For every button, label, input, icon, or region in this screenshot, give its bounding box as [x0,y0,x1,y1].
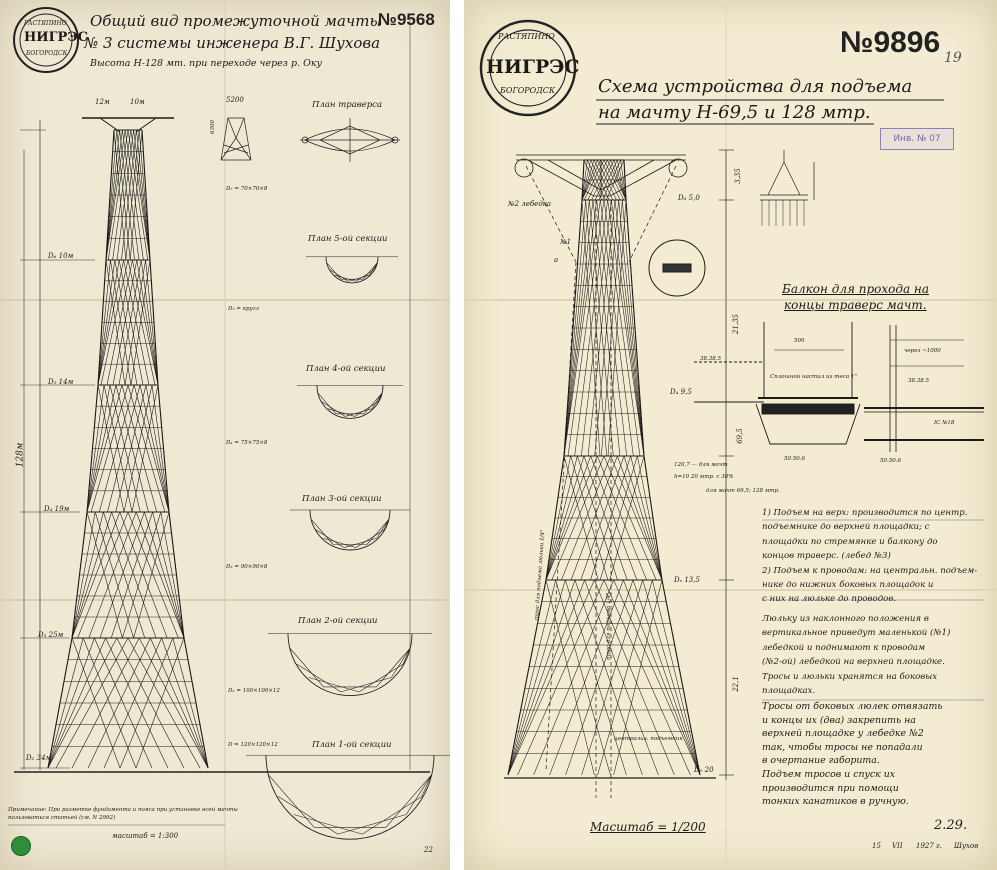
balcony-title-2: концы траверс мачт. [784,298,927,312]
right-stamp-line2: НИГРЭС [486,56,580,78]
note1-line: площадки по стремянке и балкону до [762,536,938,547]
dim-label-upper: 21,35 [732,313,741,335]
note1-line: нике до нижних боковых площадок и [762,580,934,591]
right-stamp-line3: БОГОРОДСК [500,86,556,95]
left-drawing-number: №9568 [378,10,435,29]
d-base-label: D₀ 20 [694,766,714,774]
cable-label: трос для подъема люльки 1/4" [534,529,547,621]
winch-n1-label: №1 [560,238,572,246]
traverse-dim-width: 5200 [226,96,244,104]
plan-section4-label: План 4-ой секции [306,364,386,374]
note3-line: в очертание габорита. [762,755,880,767]
d-mid-label: D₄ 9,5 [670,388,692,396]
note2-line: (№2-ой) лебедкой на верхней площадке. [762,657,945,668]
note3-line: Тросы от боковых люлек отвязать [762,701,943,712]
dim-label-lower: 22,1 [731,676,740,692]
note3-line: производится при помощи [762,782,899,794]
spec-line-6: D = 120×120×12 [228,742,278,748]
signature: Шухов [954,842,979,850]
beam-channel-label: IС №18 [934,420,955,426]
center-lift-label: центральн. подъемник [614,736,683,742]
right-drawing-sheet [464,0,997,870]
left-drawing-sheet [0,0,450,870]
sheet-code: 2.29. [934,818,968,833]
left-stamp-line1: РАСТЯПИНО [24,20,67,27]
hook-label-a: a [554,256,559,264]
note1-line: с них на люльке до проводов. [762,594,897,605]
d-low-label: Dₓ 13,5 [674,576,700,584]
pencil-number: 19 [944,50,962,66]
right-scale: Масштаб = 1/200 [590,820,706,834]
hoist-cables [526,166,676,798]
notes-block-3 [762,700,942,809]
notes-block-2 [762,612,950,698]
note2-line: вертикальное приведут маленькой (№1) [762,628,951,639]
spec-line-5: D₂ = 100×100×12 [228,688,280,694]
spec-line-3: D₄ = 75×75×8 [226,440,268,446]
date-year: 1927 г. [916,842,942,850]
notes-block-1 [762,506,977,607]
left-stamp-line2: НИГРЭС [24,30,89,45]
balcony-callout-circle [649,240,705,296]
beam-dim-bottom: 50.50.6 [880,458,901,464]
plan-section1-label: План 1-ой секции [312,740,392,750]
note1-line: подъемнике до верхней площадки; с [762,522,930,533]
date-month: VII [892,842,903,850]
diameter-label-2: D₂ 34м [26,754,52,762]
left-title-line1: Общий вид промежуточной мачты [90,12,382,30]
note1-line: 2) Подъем к проводам: на центральн. подъем- [762,565,978,576]
note2-line: Тросы и люльки хранятся на боковых [762,671,938,682]
diameter-label-3: D₃ 25м [38,631,64,639]
note3-line: так, чтобы тросы не попадали [762,741,923,753]
balcony-dim-angle: 38.38.5 [700,356,721,362]
beam-dim-angle: 38.38.5 [908,378,929,384]
top-dim-left: 12м [95,98,110,106]
rope-label: трос для подъема 1/4" [606,592,612,660]
spec-line-4: D₃ = 90×90×8 [226,564,268,570]
beam-detail-drawing [864,325,984,452]
trolley-sketch [760,150,814,226]
date-day: 15 [872,842,881,850]
right-title-line1: Схема устройства для подъема [598,76,913,97]
note3-line: тонких канатиков в ручную. [762,796,909,808]
traverse-dim-height: 6300 [210,120,216,134]
decking-label: Сплошной настил из теса 1" [770,374,857,380]
left-scale: масштаб = 1:300 [112,832,179,840]
note3-line: верхней площадке у лебедке №2 [762,728,924,740]
note3-line: и концы их (два) закрепить на [762,714,916,726]
left-title-line2: № 3 системы инженера В.Г. Шухова [84,34,381,52]
note1-line: 1) Подъем на верх: производится по центр. [762,508,968,518]
ladder-note-2: h=10 20 мтр. с 30% [674,474,734,480]
ladder-note-3: для мачт 69,5; 128 мтр. [706,488,780,494]
ladder-note-1: 120,7 — для мачт [674,462,728,468]
note3-line: Подъем тросов и спуск их [762,768,896,780]
note2-line: Люльку из наклонного положения в [762,614,929,624]
plan-section3-label: План 3-ой секции [302,494,382,504]
note1-line: концов траверс. (лебед №3) [762,551,891,562]
green-emblem-icon [11,836,31,856]
left-subtitle: Высота H-128 мт. при переходе через р. Оку [90,58,323,69]
traverse-plan-shape [300,118,400,162]
inventory-stamp: Инв. № 07 [880,128,954,150]
right-drawing-number: №9896 [840,26,941,59]
diameter-label-5: D₅ 14м [48,378,74,386]
spec-line-2: D₅ = кругл [228,306,259,312]
right-title-line2: на мачту H-69,5 и 128 мтр. [598,102,871,123]
left-footnote: Примечание: При разметке фундамента и пояса при установке всей мачты пользоваться статьей (см. N 2992) [8,807,238,821]
right-stamp-line1: РАСТЯПИНО [498,32,555,41]
plan-section5-label: План 5-ой секции [308,234,388,244]
beam-dim-spacing: через ~1000 [904,348,941,354]
note2-line: площадках. [762,686,816,697]
d-top-label: D₆ 5,0 [678,194,700,202]
note2-line: лебедкой и поднимают к проводам [762,642,926,653]
dim-label-total: 69,5 [735,428,744,444]
plan-section2-label: План 2-ой секции [298,616,378,626]
dim-label-top: 3,35 [733,168,742,184]
top-platform [515,155,687,196]
right-mast-drawing [508,160,700,775]
diameter-label-6: D₆ 10м [48,252,74,260]
balcony-dim-bottom: 50.50.6 [784,456,805,462]
left-mast-drawing [48,118,208,768]
diameter-label-4: D₄ 19м [44,505,70,513]
winch-label: №2 лебедка [508,200,552,208]
top-dim-right: 10м [130,98,145,106]
left-corner-number: 22 [424,846,433,854]
balcony-section-drawing [694,322,860,444]
plan-traverse-label: План траверса [312,100,383,110]
total-height-label: 128м [15,442,26,468]
left-stamp-line3: БОГОРОДСК [26,50,68,57]
balcony-dim-500: 500 [794,338,805,344]
spec-line-1: D₆ = 70×70×8 [226,186,268,192]
balcony-title-1: Балкон для прохода на [782,282,929,296]
